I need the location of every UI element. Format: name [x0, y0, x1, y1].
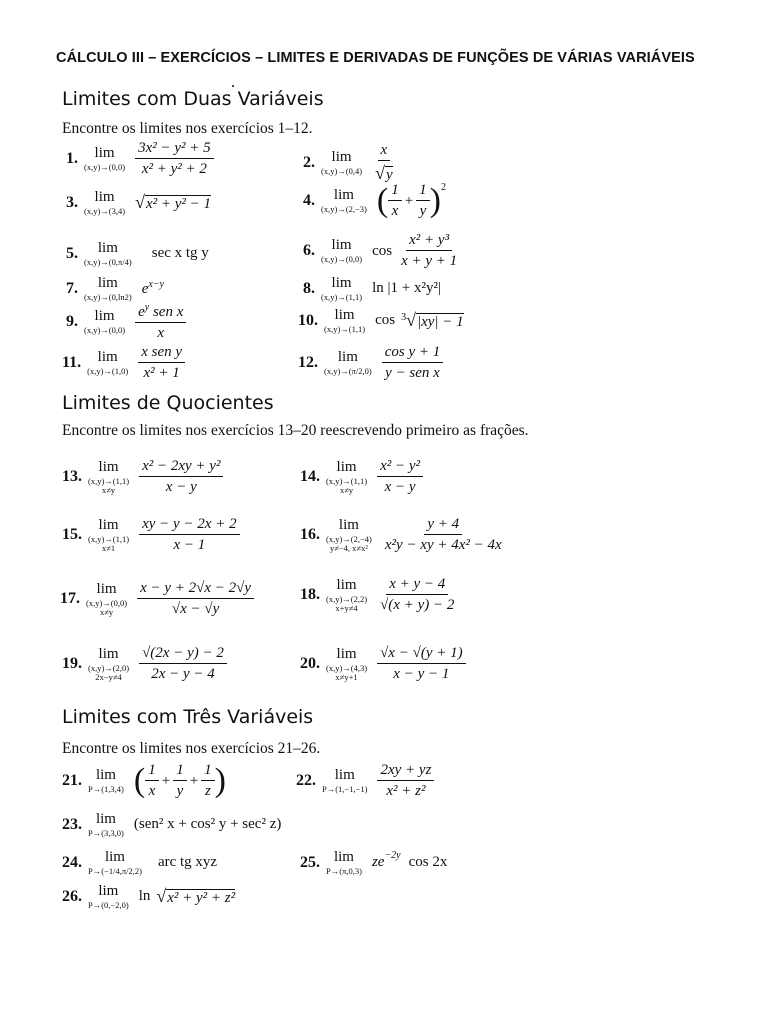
exercise-24: 24. lim P→(−1/4,π/2,2) arc tg xyz	[62, 849, 218, 876]
exercise-14: 14. lim (x,y)→(1,1) x≠y $\frac{\text{x² − y²}}{x - y}$	[300, 458, 423, 496]
limit-operator: lim (x,y)→(1,1) x≠1	[88, 516, 130, 553]
exercise-6: 6. lim (x,y)→(0,0) cos $\frac{\text{x² + y³}}{x + y + 1}$	[303, 232, 458, 269]
exercise-17: 17. lim (x,y)→(0,0) x≠y $\frac{x - y + 2√x - 2√y}{√x - √y}$	[60, 580, 254, 618]
exercise-23: 23. lim P→(3,3,0) (sen² x + cos² y + sec² z)	[62, 811, 282, 838]
limit-operator: lim (x,y)→(1,1)	[321, 275, 363, 302]
limit-operator: lim (x,y)→(π/2,0)	[324, 349, 372, 377]
exercise-10: 10. lim (x,y)→(1,1) cos $^3$√|xy| − 1	[298, 307, 464, 334]
exercise-18: 18. lim (x,y)→(2,2) x+y≠4 $\frac{x + y - 4}{√(x + y) - 2}$	[300, 576, 455, 613]
limit-operator: lim P→(−1/4,π/2,2)	[88, 849, 142, 876]
limit-operator: lim (x,y)→(4,3) x≠y+1	[326, 645, 368, 682]
limit-operator: lim (x,y)→(0,π/4)	[84, 240, 132, 267]
section-instruction-quotients: Encontre os limites nos exercícios 13–20 reescrevendo primeiro as frações.	[62, 422, 529, 439]
limit-operator: lim (x,y)→(1,1) x≠y	[326, 458, 368, 495]
limit-operator: lim (x,y)→(2,2) x+y≠4	[326, 576, 368, 613]
exercise-2: 2. lim (x,y)→(0,4) $\frac{x}{√y}$	[303, 142, 396, 184]
limit-operator: lim (x,y)→(2,0) 2x−y≠4	[88, 645, 130, 682]
exercise-26: 26. lim P→(0,−2,0) ln √x² + y² + z²	[62, 883, 236, 910]
limit-operator: lim (x,y)→(2,−3)	[321, 187, 367, 215]
exercise-4: 4. lim (x,y)→(2,−3) ( $\frac{1}{x}$ + $\frac{1}{y}$ ) $^2$	[303, 182, 446, 219]
exercise-13: 13. lim (x,y)→(1,1) x≠y $\frac{\text{x² − 2xy + y²}}{x - y}$	[62, 458, 223, 496]
exercise-7: 7. lim (x,y)→(0,ln2) $e^{x-y}$	[66, 275, 164, 302]
exercise-12: 12. lim (x,y)→(π/2,0) $\frac{\text{cos y + 1}}{\text{y − sen x}}$	[298, 344, 443, 382]
document-title: CÁLCULO III – EXERCÍCIOS – LIMITES E DERIVADAS DE FUNÇÕES DE VÁRIAS VARIÁVEIS	[56, 50, 695, 66]
section-heading-quotients: Limites de Quocientes	[62, 392, 274, 414]
exercise-22: 22. lim P→(1,−1,−1) $\frac{2xy + yz}{\text{x² + z²}}$	[296, 762, 434, 800]
limit-operator: lim (x,y)→(0,0) x≠y	[86, 580, 128, 617]
limit-operator: lim P→(0,−2,0)	[88, 883, 129, 910]
exercise-3: 3. lim (x,y)→(3,4) √x² + y² − 1	[66, 189, 212, 216]
section-instruction-three-variables: Encontre os limites nos exercícios 21–26.	[62, 740, 321, 757]
exercise-16: 16. lim (x,y)→(2,−4) y≠−4, x≠x² $\frac{y + 4}{\text{x²y − xy + 4x² − 4x}}$	[300, 516, 502, 553]
fraction: $\frac{\text{3x² − y² + 5}}{\text{x² + y² + 2}}$	[135, 140, 214, 178]
limit-operator: lim P→(π,0,3)	[326, 849, 362, 876]
limit-operator: lim (x,y)→(2,−4) y≠−4, x≠x²	[326, 516, 372, 553]
limit-operator: lim P→(1,−1,−1)	[322, 767, 368, 795]
fraction: $\frac{x}{√y}$	[375, 142, 393, 183]
exercise-8: 8. lim (x,y)→(1,1) ln |1 + x²y²|	[303, 275, 441, 302]
limit-operator: lim (x,y)→(1,0)	[87, 349, 129, 377]
limit-operator: lim (x,y)→(0,0)	[84, 308, 126, 336]
limit-operator: lim (x,y)→(1,1)	[324, 307, 366, 334]
exercise-9: 9. lim (x,y)→(0,0) $\frac{e^y sen x}{x}$	[66, 302, 186, 342]
limit-operator: lim (x,y)→(0,ln2)	[84, 275, 132, 302]
exercise-1: 1. lim (x,y)→(0,0) $\frac{\text{3x² − y² + 5}}{\text{x² + y² + 2}}$	[66, 140, 214, 178]
limit-operator: lim (x,y)→(1,1) x≠y	[88, 458, 130, 495]
limit-operator: lim (x,y)→(0,4)	[321, 149, 363, 177]
exercise-25: 25. lim P→(π,0,3) ze $^{-2y}$ cos 2x	[300, 849, 448, 876]
exercise-20: 20. lim (x,y)→(4,3) x≠y+1 $\frac{√x - √(y + 1)}{x - y - 1}$	[300, 645, 466, 683]
section-instruction-two-variables: Encontre os limites nos exercícios 1–12.	[62, 120, 313, 137]
limit-operator: lim P→(1,3,4)	[88, 767, 124, 795]
exercise-21: 21. lim P→(1,3,4) ( $\frac{1}{x}$ + $\frac{1}{y}$ + $\frac{1}{z}$ )	[62, 762, 226, 799]
limit-operator: lim (x,y)→(0,0)	[321, 237, 363, 265]
limit-operator: lim (x,y)→(0,0)	[84, 145, 126, 173]
limit-operator: lim P→(3,3,0)	[88, 811, 124, 838]
stray-dot	[232, 85, 234, 87]
exercise-5: 5. lim (x,y)→(0,π/4) sec x tg y	[66, 240, 209, 267]
exercise-15: 15. lim (x,y)→(1,1) x≠1 $\frac{xy - y - 2x + 2}{x - 1}$	[62, 516, 240, 554]
section-heading-three-variables: Limites com Três Variáveis	[62, 706, 314, 728]
section-heading-two-variables: Limites com Duas Variáveis	[62, 88, 324, 110]
exercise-11: 11. lim (x,y)→(1,0) $\frac{\text{x sen y}}{\text{x² + 1}}$	[62, 344, 185, 382]
exercise-19: 19. lim (x,y)→(2,0) 2x−y≠4 $\frac{√(2x - y) - 2}{2x - y - 4}$	[62, 645, 227, 683]
limit-operator: lim (x,y)→(3,4)	[84, 189, 126, 216]
